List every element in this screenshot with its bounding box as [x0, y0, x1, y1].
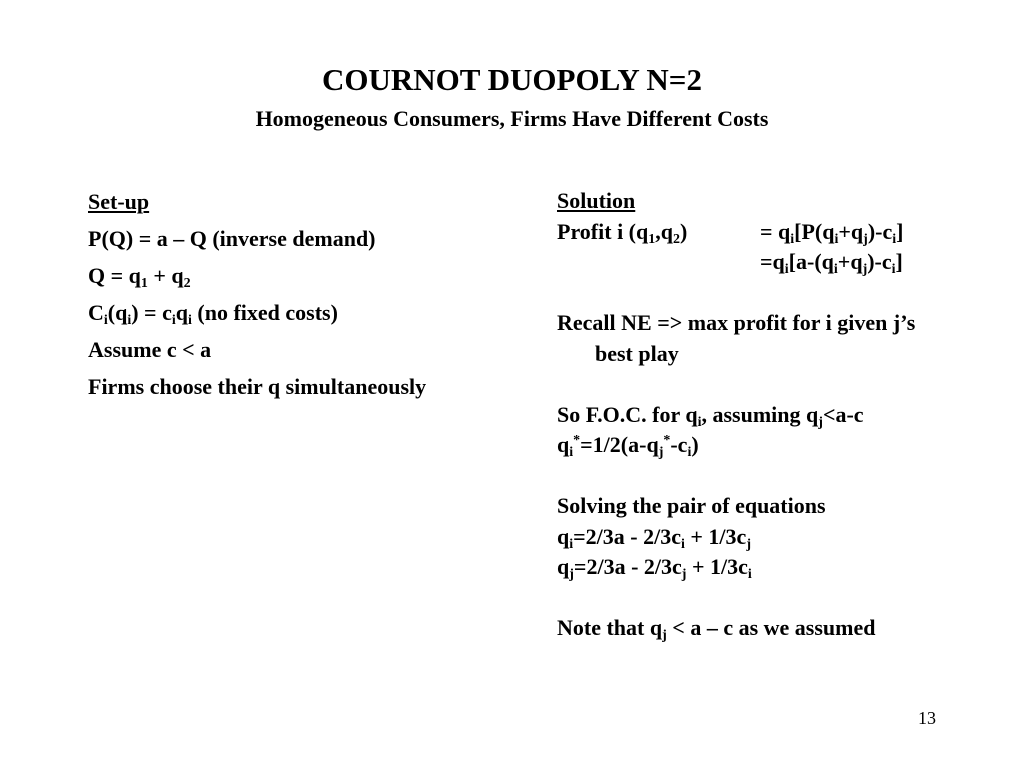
solution-solving: Solving the pair of equations: [557, 493, 826, 518]
slide-subtitle: Homogeneous Consumers, Firms Have Different Costs: [255, 106, 769, 131]
solution-foc: So F.O.C. for $q_i$, assuming $q_j<a-c$: [557, 401, 864, 430]
solution-profit-expression: = $q_i[P(q_i+q_j)-c_i]$: [760, 218, 904, 247]
slide-title: COURNOT DUOPOLY N=2: [322, 62, 702, 97]
solution-spacer: [557, 583, 997, 614]
solution-equation-i: $q_i=2/3a - 2/3c_i + 1/3c_j$: [557, 523, 751, 552]
solution-column: [557, 186, 997, 644]
setup-simultaneous: Firms choose their q simultaneously: [88, 374, 427, 399]
setup-inverse-demand: P(Q) = a – Q (inverse demand): [88, 226, 376, 251]
page-number: 13: [918, 708, 936, 728]
solution-note: Note that $q_j < a - c$ as we assumed: [557, 615, 876, 643]
setup-assumption: Assume c < a: [88, 337, 212, 362]
solution-spacer: [557, 369, 997, 400]
solution-heading: Solution: [557, 188, 636, 213]
setup-cost-function: $C_i(q_i) = c_iq_i$ (no fixed costs): [88, 300, 338, 328]
solution-recall: Recall NE => max profit for i given j’s: [557, 310, 916, 335]
solution-spacer: [557, 278, 997, 309]
solution-spacer: [557, 461, 997, 492]
setup-column: [88, 186, 518, 408]
solution-profit-expanded: $=q_i[a-(q_i+q_j)-c_i]$: [760, 249, 903, 277]
solution-profit-line: Profit i $(q_1,q_2)$ = $q_i[P(q_i+q_j)-c_i]$: [557, 218, 904, 247]
setup-total-quantity: $Q = q_1 + q_2$: [88, 263, 191, 291]
solution-best-response: $q_i^*=1/2(a-q_j^*-c_i)$: [557, 432, 699, 460]
solution-equation-j: $q_j=2/3a - 2/3c_j + 1/3c_i$: [557, 554, 752, 582]
solution-recall-cont: best play: [595, 340, 679, 366]
setup-heading: Set-up: [88, 189, 150, 214]
